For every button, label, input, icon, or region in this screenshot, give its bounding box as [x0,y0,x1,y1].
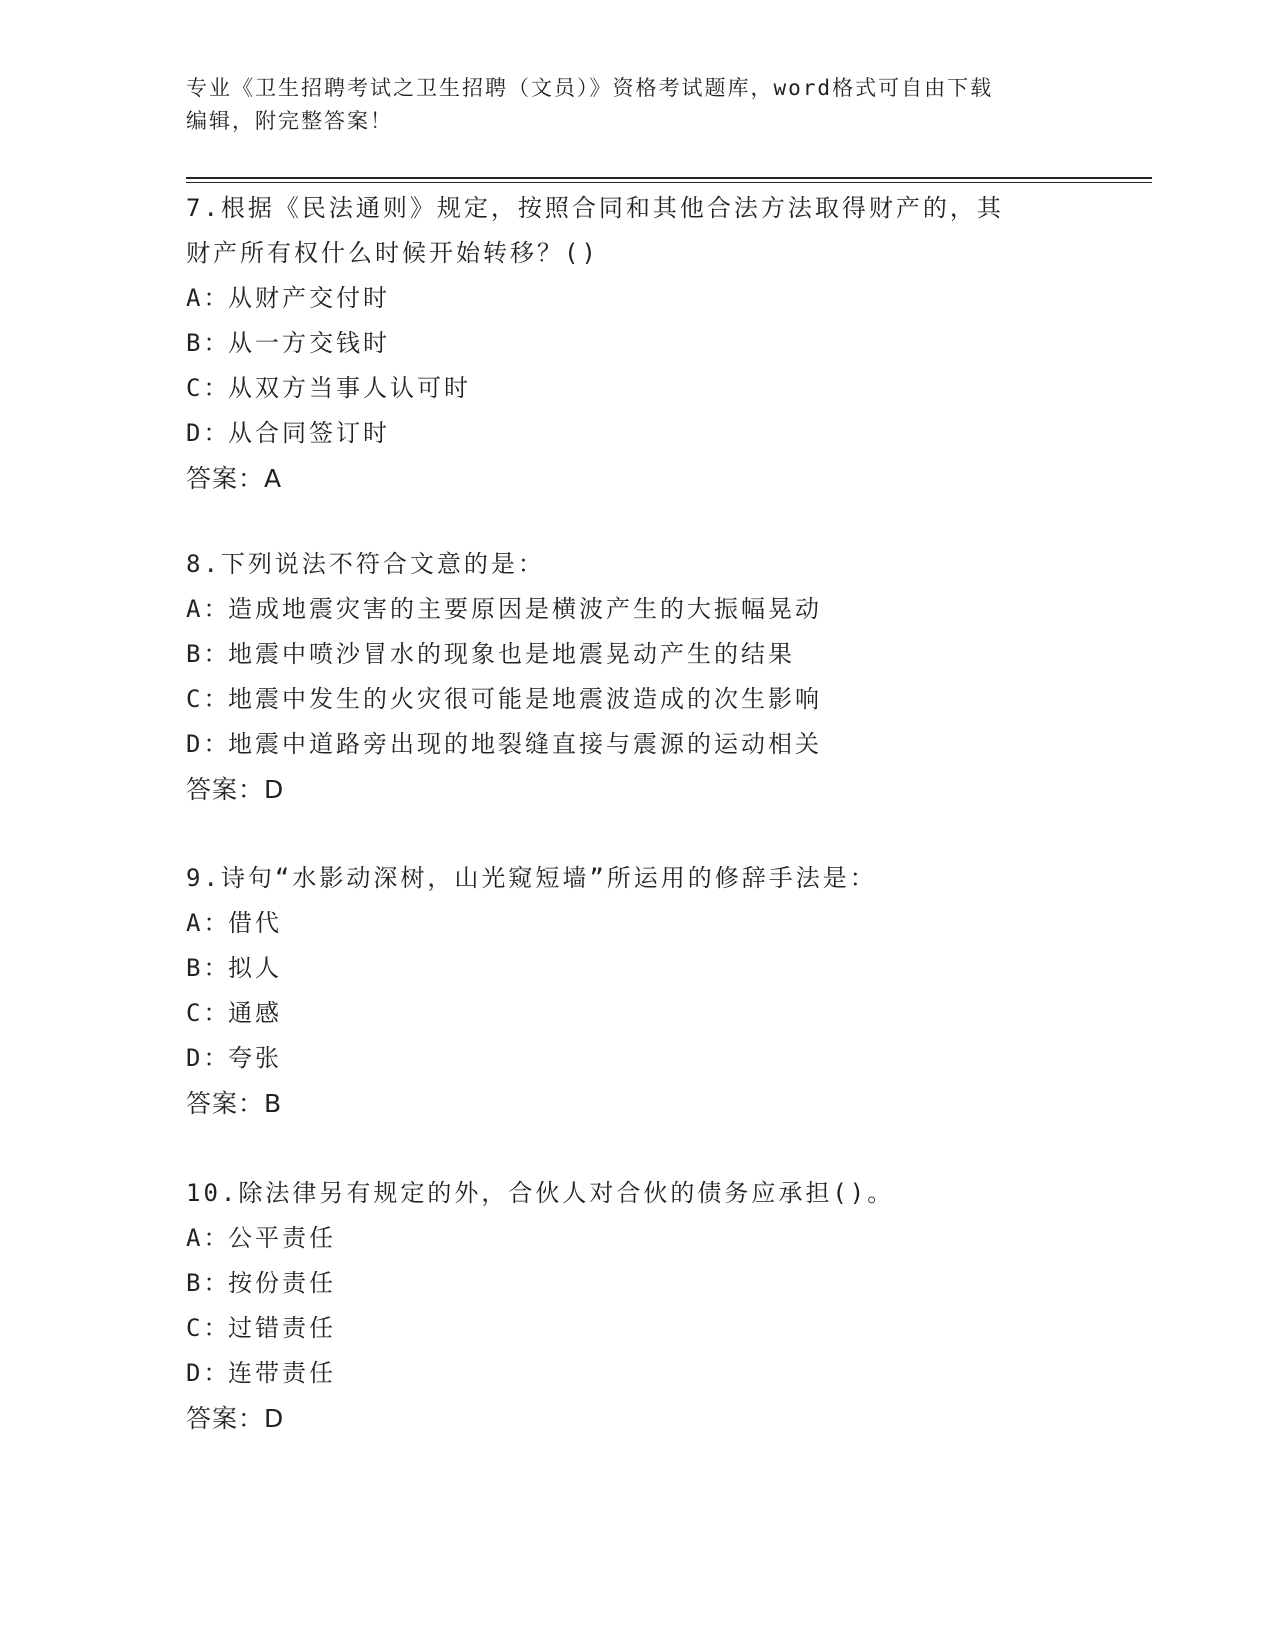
option-b [186,946,1086,991]
option-text: 从双方当事人认可时 [228,374,471,402]
question-stem-continued: 财产所有权什么时候开始转移？() [186,239,599,267]
option-key: B： [186,954,231,982]
option-key: D： [186,419,231,447]
answer-line: 答案：A [186,464,283,493]
question-8 [186,542,1086,812]
option-d [186,411,1086,456]
option-key: A： [186,595,231,623]
option-text: 通感 [228,999,282,1027]
option-key: C： [186,685,231,713]
option-b [186,1261,1086,1306]
option-text: 拟人 [228,954,282,982]
question-9 [186,856,1086,1126]
option-a [186,901,1086,946]
option-key: D： [186,1359,231,1387]
answer-line: 答案：B [186,1089,283,1118]
option-a [186,1216,1086,1261]
document-header [186,72,1066,138]
option-text: 地震中道路旁出现的地裂缝直接与震源的运动相关 [228,730,822,758]
option-b [186,321,1086,366]
header-divider-thin [186,182,1152,183]
option-d [186,722,1086,767]
option-d [186,1351,1086,1396]
option-c [186,677,1086,722]
option-key: D： [186,730,231,758]
option-text: 地震中喷沙冒水的现象也是地震晃动产生的结果 [228,640,795,668]
option-key: C： [186,374,231,402]
answer-line: 答案：D [186,1404,285,1433]
option-b [186,632,1086,677]
option-key: A： [186,1224,231,1252]
question-stem: 7.根据《民法通则》规定，按照合同和其他合法方法取得财产的，其 [186,194,1004,222]
option-c [186,1306,1086,1351]
option-text: 从一方交钱时 [228,329,390,357]
option-text: 过错责任 [228,1314,336,1342]
option-key: A： [186,284,231,312]
option-a [186,276,1086,321]
option-text: 从财产交付时 [228,284,390,312]
question-10 [186,1171,1086,1441]
option-d [186,1036,1086,1081]
option-key: B： [186,640,231,668]
question-stem: 10.除法律另有规定的外，合伙人对合伙的债务应承担()。 [186,1179,895,1207]
option-key: D： [186,1044,231,1072]
option-key: C： [186,1314,231,1342]
option-c [186,991,1086,1036]
header-line-2: 编辑，附完整答案！ [186,109,393,133]
option-text: 地震中发生的火灾很可能是地震波造成的次生影响 [228,685,822,713]
option-text: 造成地震灾害的主要原因是横波产生的大振幅晃动 [228,595,822,623]
option-c [186,366,1086,411]
question-stem: 9.诗句“水影动深树，山光窥短墙”所运用的修辞手法是： [186,864,877,892]
option-text: 从合同签订时 [228,419,390,447]
option-key: A： [186,909,231,937]
question-stem: 8.下列说法不符合文意的是： [186,550,545,578]
option-text: 借代 [228,909,282,937]
option-text: 公平责任 [228,1224,336,1252]
header-divider-thick [186,177,1152,179]
answer-line: 答案：D [186,775,285,804]
option-text: 按份责任 [228,1269,336,1297]
option-key: B： [186,329,231,357]
question-7 [186,186,1086,501]
header-line-1: 专业《卫生招聘考试之卫生招聘（文员）》资格考试题库，word格式可自由下载 [186,76,994,100]
option-a [186,587,1086,632]
option-text: 连带责任 [228,1359,336,1387]
option-text: 夸张 [228,1044,282,1072]
option-key: B： [186,1269,231,1297]
option-key: C： [186,999,231,1027]
